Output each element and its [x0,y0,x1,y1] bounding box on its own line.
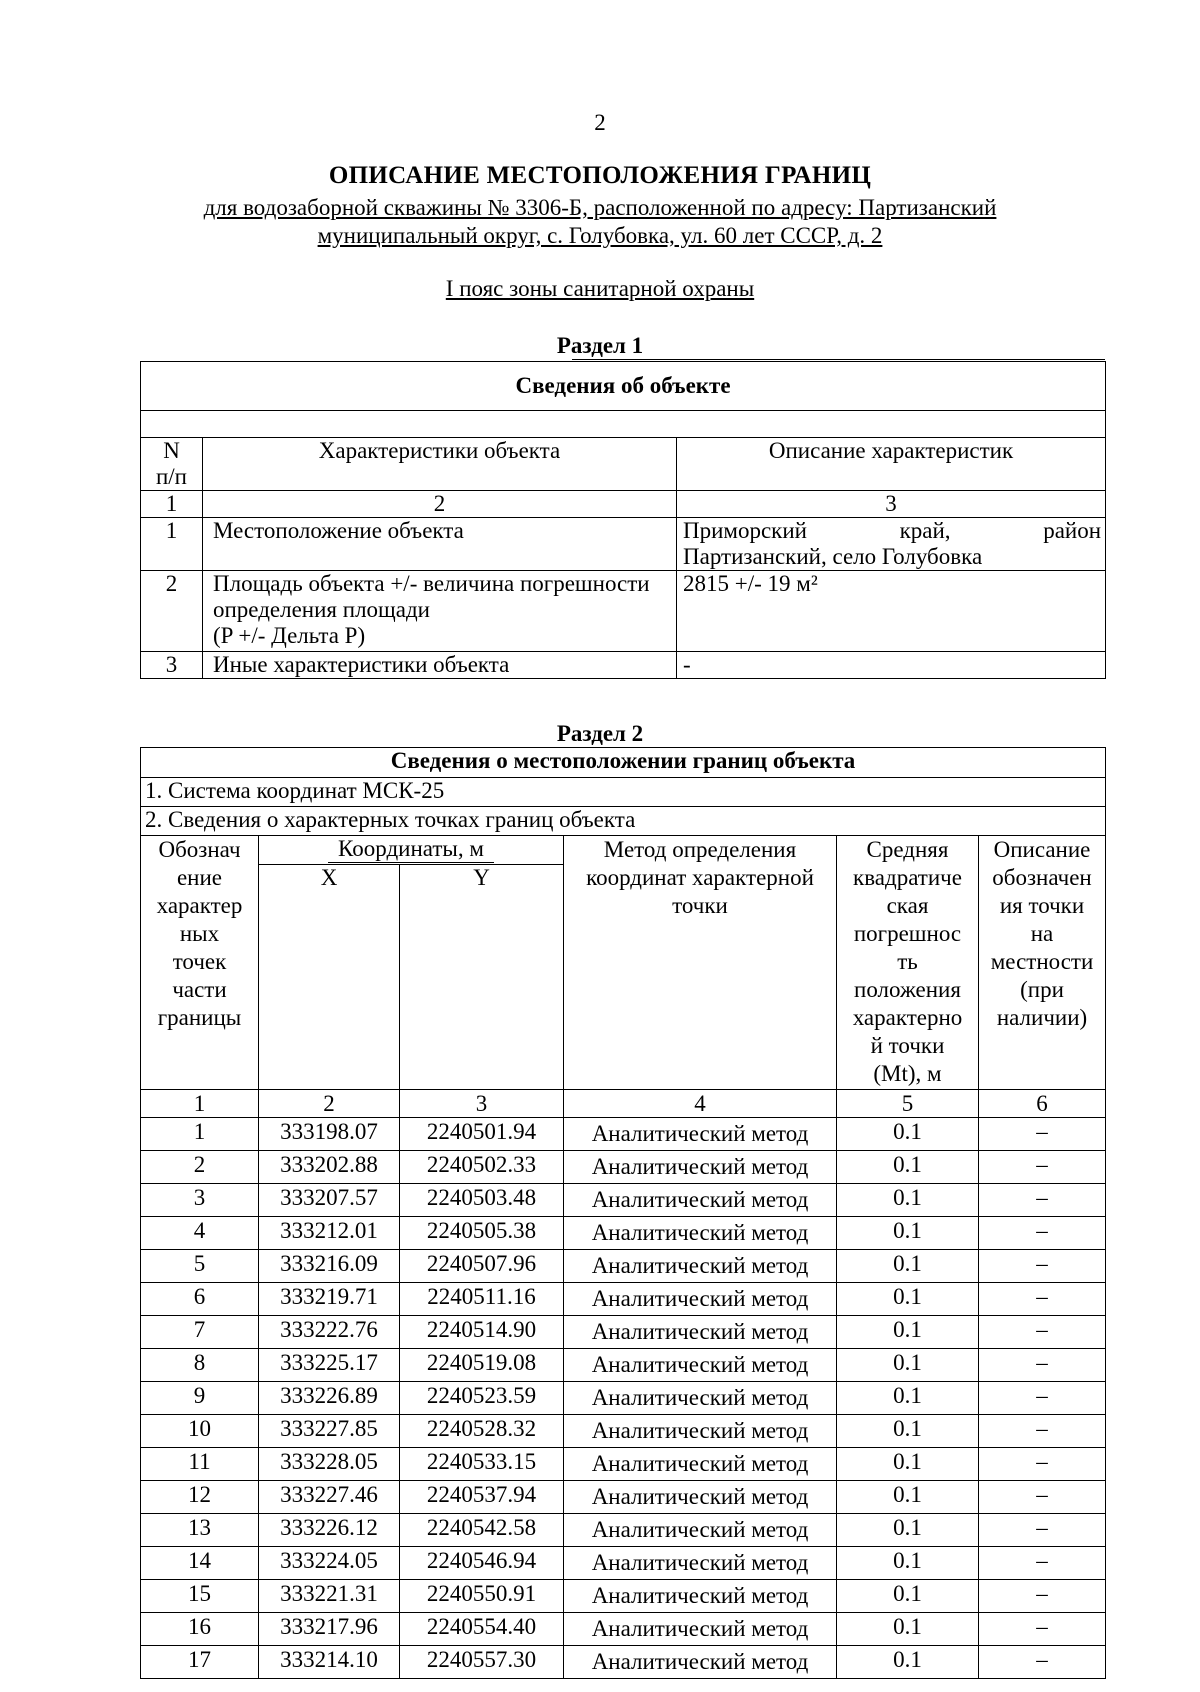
document-title: ОПИСАНИЕ МЕСТОПОЛОЖЕНИЯ ГРАНИЦ [328,162,872,189]
table-row [141,1151,1106,1184]
characteristic-line: Площадь объекта +/- величина погрешности [213,571,650,596]
header-line: ение [176,865,223,890]
header-line: местности [990,949,1094,974]
point-number: 5 [141,1250,259,1283]
point-number: 16 [141,1613,259,1646]
header-coordinates [259,836,564,865]
col-number: 2 [203,491,677,518]
col-number: 6 [979,1090,1106,1118]
subtitle-line-1: для водозаборной скважины № 3306-Б, расположенной по адресу: Партизанский [203,195,997,220]
header-line: характерно [852,1005,963,1030]
row-description [677,518,1106,571]
method: Аналитический метод [564,1316,837,1349]
col-number: 2 [259,1090,400,1118]
header-num-line2: п/п [155,464,187,489]
method: Аналитический метод [564,1250,837,1283]
document-subtitle [140,194,1060,250]
header-line: Средняя [866,837,949,862]
header-line: ская [886,893,929,918]
section1-title: Раздел 1 [556,333,644,358]
point-description: – [979,1415,1106,1448]
coord-x: 333227.85 [259,1415,400,1448]
table-row [141,1613,1106,1646]
boundary-table-title: Сведения о местоположении границ объекта [141,748,1106,778]
method: Аналитический метод [564,1349,837,1382]
coord-x: 333198.07 [259,1118,400,1151]
table-row [141,1283,1106,1316]
table-row [141,1481,1106,1514]
mt-value: 0.1 [837,1613,979,1646]
col-number: 3 [677,491,1106,518]
method: Аналитический метод [564,1415,837,1448]
coord-y: 2240546.94 [400,1547,564,1580]
section1-rule [572,359,1105,360]
coord-x: 333226.89 [259,1382,400,1415]
coord-y: 2240523.59 [400,1382,564,1415]
header-line: й точки [870,1033,945,1058]
coord-x: 333225.17 [259,1349,400,1382]
point-description: – [979,1448,1106,1481]
header-line: координат характерной [586,865,814,890]
coord-y: 2240554.40 [400,1613,564,1646]
point-description: – [979,1481,1106,1514]
table-row [141,571,1106,652]
header-designation [141,836,259,1090]
coord-y: 2240503.48 [400,1184,564,1217]
coord-y: 2240550.91 [400,1580,564,1613]
point-description: – [979,1250,1106,1283]
point-number: 7 [141,1316,259,1349]
coord-x: 333224.05 [259,1547,400,1580]
table-row [141,1514,1106,1547]
coord-y: 2240511.16 [400,1283,564,1316]
header-y: Y [400,865,564,1090]
header-line: ных [179,921,220,946]
point-number: 2 [141,1151,259,1184]
header-num [141,438,203,491]
point-description: – [979,1151,1106,1184]
header-error [837,836,979,1090]
point-number: 8 [141,1349,259,1382]
point-number: 3 [141,1184,259,1217]
header-coordinates-text: Координаты, м [328,836,494,863]
method: Аналитический метод [564,1184,837,1217]
boundary-points-table [140,747,1106,1679]
coord-y: 2240519.08 [400,1349,564,1382]
spacer-row [141,411,1106,438]
coord-y: 2240505.38 [400,1217,564,1250]
col-number: 4 [564,1090,837,1118]
header-line: (при [1020,977,1064,1002]
coordinate-system: 1. Система координат МСК-25 [141,778,1106,807]
header-line: точки [672,893,728,918]
mt-value: 0.1 [837,1646,979,1679]
coord-x: 333222.76 [259,1316,400,1349]
table-row [141,1448,1106,1481]
zone-text: I пояс зоны санитарной охраны [445,276,755,301]
point-description: – [979,1118,1106,1151]
header-description [979,836,1106,1090]
page-number: 2 [594,110,606,135]
point-number: 17 [141,1646,259,1679]
table-row [141,1217,1106,1250]
table-row [141,1316,1106,1349]
section2-title: Раздел 2 [556,721,644,746]
coord-x: 333212.01 [259,1217,400,1250]
method: Аналитический метод [564,1613,837,1646]
point-number: 4 [141,1217,259,1250]
row-characteristic: Иные характеристики объекта [203,652,677,679]
row-number: 1 [141,518,203,571]
method: Аналитический метод [564,1514,837,1547]
col-number: 1 [141,491,203,518]
coord-x: 333228.05 [259,1448,400,1481]
coord-y: 2240542.58 [400,1514,564,1547]
point-description: – [979,1316,1106,1349]
point-description: – [979,1184,1106,1217]
header-line: ия точки [999,893,1085,918]
coord-y: 2240502.33 [400,1151,564,1184]
point-number: 9 [141,1382,259,1415]
mt-value: 0.1 [837,1481,979,1514]
method: Аналитический метод [564,1481,837,1514]
coord-x: 333207.57 [259,1184,400,1217]
method: Аналитический метод [564,1646,837,1679]
coord-y: 2240533.15 [400,1448,564,1481]
row-number: 2 [141,571,203,652]
col-number: 5 [837,1090,979,1118]
point-number: 14 [141,1547,259,1580]
header-line: квадратиче [853,865,962,890]
header-line: Обознач [158,837,241,862]
method: Аналитический метод [564,1151,837,1184]
points-info: 2. Сведения о характерных точках границ объекта [141,807,1106,836]
coord-y: 2240514.90 [400,1316,564,1349]
header-line: ть [897,949,918,974]
object-table-title: Сведения об объекте [141,362,1106,411]
point-description: – [979,1580,1106,1613]
header-line: положения [854,977,961,1002]
mt-value: 0.1 [837,1118,979,1151]
table-row [141,1382,1106,1415]
method: Аналитический метод [564,1217,837,1250]
col-number: 1 [141,1090,259,1118]
header-characteristic: Характеристики объекта [203,438,677,491]
table-row [141,1547,1106,1580]
coord-x: 333219.71 [259,1283,400,1316]
header-line: погрешнос [853,921,962,946]
mt-value: 0.1 [837,1514,979,1547]
header-method [564,836,837,1090]
coord-x: 333216.09 [259,1250,400,1283]
mt-value: 0.1 [837,1217,979,1250]
method: Аналитический метод [564,1580,837,1613]
header-line: Метод определения [603,837,797,862]
header-description: Описание характеристик [677,438,1106,491]
header-line: (Mt), м [873,1061,942,1086]
header-line: на [1030,921,1054,946]
point-number: 1 [141,1118,259,1151]
coord-y: 2240501.94 [400,1118,564,1151]
characteristic-line: (P +/- Дельта P) [213,623,366,648]
point-number: 15 [141,1580,259,1613]
mt-value: 0.1 [837,1547,979,1580]
characteristic-line: определения площади [213,597,430,622]
header-line: наличии) [996,1005,1088,1030]
row-description: 2815 +/- 19 м² [677,571,1106,652]
point-description: – [979,1646,1106,1679]
column-number-row [141,1090,1106,1118]
subtitle-line-2: муниципальный округ, с. Голубовка, ул. 60 лет СССР, д. 2 [317,223,883,248]
point-number: 10 [141,1415,259,1448]
point-number: 13 [141,1514,259,1547]
point-number: 6 [141,1283,259,1316]
header-line: части [172,977,227,1002]
row-number: 3 [141,652,203,679]
header-line: обозначен [992,865,1092,890]
coord-x: 333214.10 [259,1646,400,1679]
method: Аналитический метод [564,1283,837,1316]
table-row [141,518,1106,571]
point-number: 12 [141,1481,259,1514]
coord-y: 2240528.32 [400,1415,564,1448]
header-row [141,438,1106,491]
mt-value: 0.1 [837,1349,979,1382]
row-characteristic: Местоположение объекта [203,518,677,571]
table-row [141,1250,1106,1283]
mt-value: 0.1 [837,1316,979,1349]
mt-value: 0.1 [837,1415,979,1448]
header-line: точек [172,949,227,974]
table-row [141,652,1106,679]
header-row [141,836,1106,865]
zone-label [0,276,1200,302]
table-row [141,1118,1106,1151]
table-row [141,1184,1106,1217]
method: Аналитический метод [564,1448,837,1481]
method: Аналитический метод [564,1118,837,1151]
table-row [141,1580,1106,1613]
coord-x: 333217.96 [259,1613,400,1646]
coord-y: 2240507.96 [400,1250,564,1283]
coord-x: 333227.46 [259,1481,400,1514]
coord-y: 2240537.94 [400,1481,564,1514]
coord-x: 333221.31 [259,1580,400,1613]
point-description: – [979,1349,1106,1382]
table-row [141,1646,1106,1679]
coord-x: 333226.12 [259,1514,400,1547]
header-line: характер [156,893,243,918]
coord-x: 333202.88 [259,1151,400,1184]
mt-value: 0.1 [837,1283,979,1316]
method: Аналитический метод [564,1547,837,1580]
row-description: - [677,652,1106,679]
header-line: Описание [993,837,1091,862]
header-num-line1: N [163,438,180,463]
description-line: Приморский край, район [683,518,1102,543]
point-description: – [979,1514,1106,1547]
col-number: 3 [400,1090,564,1118]
mt-value: 0.1 [837,1448,979,1481]
description-line: Партизанский, село Голубовка [683,544,983,569]
method: Аналитический метод [564,1382,837,1415]
header-line: границы [157,1005,242,1030]
table-row [141,1415,1106,1448]
mt-value: 0.1 [837,1382,979,1415]
point-number: 11 [141,1448,259,1481]
point-description: – [979,1613,1106,1646]
coord-y: 2240557.30 [400,1646,564,1679]
object-info-table [140,361,1106,679]
mt-value: 0.1 [837,1184,979,1217]
point-description: – [979,1217,1106,1250]
header-x: X [259,865,400,1090]
mt-value: 0.1 [837,1151,979,1184]
row-characteristic [203,571,677,652]
point-description: – [979,1283,1106,1316]
point-description: – [979,1547,1106,1580]
mt-value: 0.1 [837,1250,979,1283]
column-number-row [141,491,1106,518]
point-description: – [979,1382,1106,1415]
mt-value: 0.1 [837,1580,979,1613]
table-row [141,1349,1106,1382]
